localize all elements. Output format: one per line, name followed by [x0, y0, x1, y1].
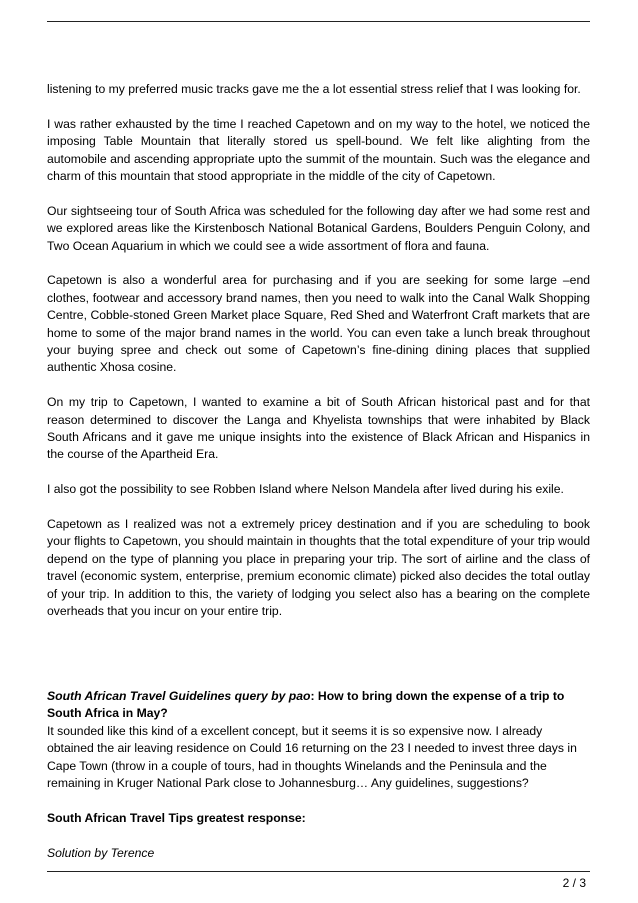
question-title — [47, 688, 590, 723]
question-title-rest: : How to bring down the expense of a trip to South Africa in May? — [47, 688, 565, 721]
answer-heading: South African Travel Tips greatest response: — [47, 810, 306, 825]
page-content — [47, 81, 590, 879]
paragraph-robben-island: I also got the possibility to see Robben Island where Nelson Mandela after lived during his exile. — [47, 482, 564, 497]
paragraph-history: On my trip to Capetown, I wanted to examine a bit of South African historical past and for that reason determined to discover the Langa and Khyelista townships that were inhabited by Black South Africans and it gave me unique insights into the existence of Black African and Hispanics in the course of the Apartheid Era. — [47, 395, 590, 462]
solution-author: Solution by Terence — [47, 845, 155, 860]
question-body: It sounded like this kind of a excellent concept, but it seems it is so expensive now. I already obtained the air leaving residence on Could 16 returning on the 23 I needed to invest three days in Cape Town (throw in a couple of tours, had in thoughts Winelands and the Peninsula and the remaining in Kruger National Park close to Johannesburg… Any guidelines, suggestions? — [47, 723, 577, 790]
section-spacer — [47, 638, 590, 688]
paragraph-table-mountain: I was rather exhausted by the time I reached Capetown and on my way to the hotel, we noticed the imposing Table Mountain that literally stored us spell-bound. We felt like alighting from the automobile and ascending appropriate upto the summit of the mountain. Such was the elegance and charm of this mountain that stood appropriate in the middle of the city of Capetown. — [47, 116, 590, 184]
paragraph-shopping: Capetown is also a wonderful area for purchasing and if you are seeking for some large –end clothes, footwear and accessory brand names, then you need to walk into the Canal Walk Shopping Centre, Cobble-stoned Green Market place Square, Red Shed and Waterfront Craft markets that are home to some of the major brand names in the world. You can even take a lunch break throughout your buying spree and check out some of Capetown’s fine-dining dining places that supplied authentic Xhosa cosine. — [47, 273, 590, 375]
paragraph-music: listening to my preferred music tracks gave me the a lot essential stress relief that I was looking for. — [47, 82, 581, 96]
page-number: 2 / 3 — [562, 876, 586, 890]
paragraph-expenses: Capetown as I realized was not a extremely pricey destination and if you are scheduling to book your flights to Capetown, you should maintain in thoughts that the total expenditure of your trip would depend on the type of planning you place in preparing your trip. The sort of airline and the class of travel (economic system, enterprise, premium economic climate) picked also decides the total outlay of your trip. In addition to this, the variety of lodging you select also has a bearing on the complete overheads that you incur on your entire trip. — [47, 517, 590, 619]
header-rule — [47, 21, 590, 22]
paragraph-sightseeing: Our sightseeing tour of South Africa was scheduled for the following day after we had some rest and we explored areas like the Kirstenbosch National Botanical Gardens, Boulders Penguin Colony, and Two Ocean Aquarium in which we could see a wide assortment of flora and fauna. — [47, 203, 590, 253]
question-title-italic: South African Travel Guidelines query by pao — [47, 688, 311, 703]
footer-rule — [47, 871, 590, 872]
